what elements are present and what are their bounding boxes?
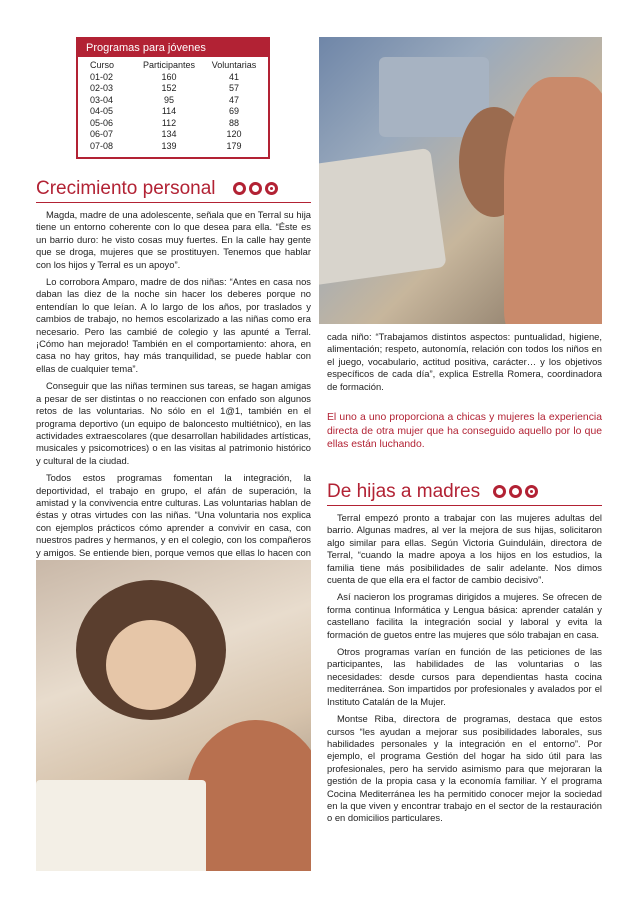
table-row	[88, 72, 268, 84]
cell-participantes: 160	[161, 71, 177, 82]
right-column-section2-text	[327, 512, 602, 830]
circle-bullet-icon	[249, 182, 262, 195]
cell-participantes: 152	[161, 83, 177, 93]
right-column-text	[327, 331, 602, 398]
person-shape	[106, 620, 196, 710]
paragraph: Todos estos programas fomentan la integración, la deportividad, el trabajo en grupo, el afán de superación, la amistad y la convivencia entre culturas. Las voluntarias hablan de éstas y otras virtudes con las niñas. “Una voluntaria nos explica con ejemplos prácticos cómo aprender a convivir en casa, con nuestros padres y hermanos, y en el colegio, con los compañeros y amigos. Se entiende bien, porque vemos que ellas lo hacen con	[36, 472, 311, 558]
cell-participantes: 114	[161, 106, 177, 116]
circle-bullet-icon	[233, 182, 246, 195]
header-curso: Curso	[90, 60, 115, 70]
tutoring-photo	[36, 560, 311, 871]
paragraph: Otros programas varían en función de las peticiones de las participantes, las habilidades de las voluntarias o las necesidades: desde cursos para dependientas hasta cocina mediterránea. Son impartidos por profesionales y avalados por el Instituto Catalán de la Mujer.	[327, 646, 602, 707]
cell-voluntarias: 179	[226, 140, 242, 151]
paper-shape	[36, 780, 206, 871]
cell-participantes: 95	[163, 94, 174, 105]
cell-curso: 03-04	[90, 94, 114, 105]
paragraph: Lo corrobora Amparo, madre de dos niñas: “Antes en casa nos daban las diez de la noche sin hacer los deberes porque no entendían lo que leían. A lo largo de los años, por traslados y cambios de trabajo, no hemos escolarizado a las niñas como era necesario. Pero las cambié de colegio y las apunté a Terral. ¡Cómo han mejorado! También en el comportamiento: ahora, en casa no hay gritos, hay más tranquilidad, se puede hablar con ellas de cualquier tema”.	[36, 276, 311, 374]
cell-voluntarias: 69	[228, 106, 239, 116]
paragraph: Montse Riba, directora de programas, destaca que estos cursos “les ayudan a mejorar sus posibilidades laborales, sus habilidades personales y la integración en el entorno”. Por ejemplo, el programa Gestión del hogar ha sido útil para las profesionales, pero ha servido asimismo para que mejoraran la gestión de la propia casa y la economía familiar. Y el programa Cocina Mediterránea les ha permitido conocer mejor la sociedad en la que viven y encontrar trabajo en el sector de la restauración o en domicilios particulares.	[327, 713, 602, 824]
table-row	[88, 95, 268, 107]
cell-voluntarias: 57	[228, 83, 239, 93]
person-shape	[504, 77, 602, 324]
cell-curso: 01-02	[90, 71, 114, 82]
stats-table	[88, 60, 268, 152]
paragraph: Magda, madre de una adolescente, señala que en Terral su hija tiene un entorno coherente con lo que desea para ella. “Éste es un barrio duro: he visto cosas muy fuertes. En la calle hay gente que se droga, mujeres que se prostituyen. Tenemos que hablar con los hijos y Terral es un apoyo”.	[36, 209, 311, 270]
cell-curso: 06-07	[90, 129, 114, 139]
cell-curso: 05-06	[90, 117, 114, 128]
table-title: Programas para jóvenes	[78, 39, 268, 57]
cell-curso: 07-08	[90, 140, 114, 151]
header-participantes: Participantes	[142, 60, 196, 70]
section-heading-hijas: De hijas a madres	[327, 481, 481, 502]
heading-rule	[327, 505, 602, 506]
heading-rule	[36, 202, 311, 203]
section-heading-crecimiento: Crecimiento personal	[36, 178, 216, 199]
cell-curso: 02-03	[90, 83, 114, 93]
cell-voluntarias: 88	[228, 117, 239, 128]
classroom-photo	[319, 37, 602, 324]
monitor-shape	[319, 148, 447, 286]
circle-bullet-icon	[509, 485, 522, 498]
paragraph: Así nacieron los programas dirigidos a mujeres. Se ofrecen de forma continua Informática y Lengua básica: aprender catalán y castellano facilita la integración social y laboral y evita la formación de guetos entre las mujeres que sólo trabajan en casa.	[327, 591, 602, 640]
stats-table-box	[76, 37, 270, 159]
heading-bullets	[493, 485, 538, 498]
cell-participantes: 134	[161, 129, 177, 139]
table-row	[88, 129, 268, 141]
paragraph: cada niño: “Trabajamos distintos aspectos: puntualidad, higiene, alimentación; respeto, autonomía, relación con todos los niños en el juego, vocabulario, actitud positiva, carácter… y los objetivos específicos de cada día”, explica Estrella Romera, coordinadora de formación.	[327, 331, 602, 392]
circle-bullet-icon	[525, 485, 538, 498]
circle-bullet-icon	[493, 485, 506, 498]
cell-curso: 04-05	[90, 106, 114, 116]
paragraph: Terral empezó pronto a trabajar con las mujeres adultas del barrio. Algunas madres, al ver la mejora de sus hijas, solicitaron algo similar para ellas. Según Victoria Guinduláin, directora de Terral, “cuando la madre apoya a los hijos en los estudios, la familia tiene más posibilidades de salir adelante. Nos dimos cuenta de que ella era el factor de cambio decisivo”.	[327, 512, 602, 586]
table-row	[88, 106, 268, 118]
cell-voluntarias: 47	[228, 94, 239, 105]
header-voluntarias: Voluntarias	[211, 60, 257, 70]
paragraph: Conseguir que las niñas terminen sus tareas, se hagan amigas a pesar de ser distintas o no reaccionen con enfado son algunos retos de las voluntarias. No sólo en el 1@1, también en el programa deportivo (un equipo de baloncesto multiétnico), en las actividades extraescolares (que desarrollan habilidades artísticas, musicales y psicomotrices) o en las visitas al patrimonio histórico y cultural de la ciudad.	[36, 380, 311, 466]
table-header-row	[88, 60, 268, 72]
pull-quote: El uno a uno proporciona a chicas y mujeres la experiencia directa de otra mujer que ha conseguido aquello por lo que ellas están luchando.	[327, 412, 602, 450]
table-row	[88, 83, 268, 95]
table-row	[88, 118, 268, 130]
table-row	[88, 141, 268, 153]
cell-voluntarias: 120	[226, 129, 242, 139]
heading-bullets	[233, 182, 278, 195]
circle-bullet-icon	[265, 182, 278, 195]
cell-voluntarias: 41	[228, 71, 239, 82]
cell-participantes: 112	[161, 117, 177, 128]
cell-participantes: 139	[161, 140, 177, 151]
